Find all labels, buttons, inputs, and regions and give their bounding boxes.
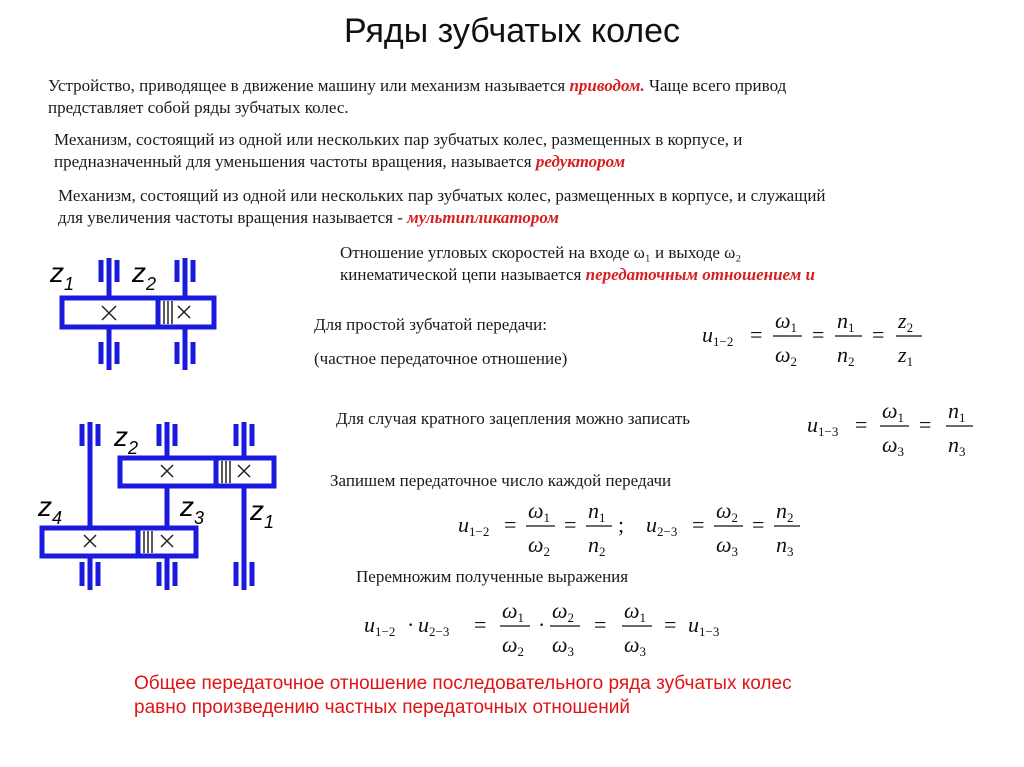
svg-text:u1−3: u1−3 bbox=[807, 412, 839, 439]
svg-text:n1: n1 bbox=[837, 308, 855, 335]
paragraph-drive-text-a: Устройство, приводящее в движение машину или механизм называется bbox=[48, 76, 570, 95]
label-z2-compound: $z_2$ bbox=[114, 421, 139, 458]
svg-text:=: = bbox=[872, 322, 885, 347]
svg-text:u1−3: u1−3 bbox=[688, 612, 720, 639]
svg-text:=: = bbox=[664, 612, 677, 637]
label-simple: Для простой зубчатой передачи: bbox=[314, 315, 547, 334]
svg-text:ω2: ω2 bbox=[528, 532, 551, 559]
label-z3: $z_3$ bbox=[180, 491, 205, 528]
svg-text:ω2: ω2 bbox=[502, 632, 525, 659]
svg-text:ω1: ω1 bbox=[775, 308, 798, 335]
svg-text:n3: n3 bbox=[948, 432, 966, 459]
formula-each bbox=[456, 492, 816, 562]
svg-text:=: = bbox=[812, 322, 825, 347]
label-z1-compound: $z_1$ bbox=[250, 495, 275, 532]
svg-text:=: = bbox=[594, 612, 607, 637]
svg-text:ω3: ω3 bbox=[552, 632, 575, 659]
conclusion bbox=[134, 672, 792, 720]
svg-text:u2−3: u2−3 bbox=[418, 612, 450, 639]
svg-text:ω3: ω3 bbox=[716, 532, 739, 559]
svg-text:=: = bbox=[564, 512, 577, 537]
svg-text:u2−3: u2−3 bbox=[646, 512, 678, 539]
svg-text:=: = bbox=[692, 512, 705, 537]
paragraph-reducer bbox=[54, 129, 742, 173]
term-drive: приводом. bbox=[569, 76, 645, 95]
paragraph-drive-text-c: представляет собой ряды зубчатых колес. bbox=[48, 98, 349, 117]
term-ratio: передаточным отношением u bbox=[585, 265, 816, 284]
paragraph-ratio-text-a: Отношение угловых скоростей на входе ω₁ и выходе ω₂ bbox=[340, 243, 742, 262]
label-z4: $z_4$ bbox=[38, 491, 63, 528]
gear-diagram-compound bbox=[30, 420, 290, 595]
svg-text:ω1: ω1 bbox=[624, 598, 647, 625]
paragraph-reducer-text-b: предназначенный для уменьшения частоты вращения, называется bbox=[54, 152, 536, 171]
svg-text:ω1: ω1 bbox=[502, 598, 525, 625]
paragraph-reducer-text-a: Механизм, состоящий из одной или нескольких пар зубчатых колес, размещенных в корпусе, и bbox=[54, 130, 743, 149]
formula-multiple bbox=[805, 392, 995, 462]
svg-text:ω1: ω1 bbox=[882, 398, 905, 425]
svg-text:z2: z2 bbox=[898, 308, 914, 335]
svg-text:n1: n1 bbox=[948, 398, 966, 425]
svg-text:;: ; bbox=[618, 512, 625, 537]
svg-text:ω3: ω3 bbox=[882, 432, 905, 459]
label-multiple: Для случая кратного зацепления можно записать bbox=[336, 409, 691, 428]
paragraph-ratio-text-b: кинематической цепи называется bbox=[340, 265, 586, 284]
svg-text:·: · bbox=[538, 612, 546, 637]
svg-text:=: = bbox=[504, 512, 517, 537]
svg-text:n3: n3 bbox=[776, 532, 794, 559]
svg-text:n1: n1 bbox=[588, 498, 606, 525]
svg-text:n2: n2 bbox=[837, 342, 855, 369]
paragraph-multiplier-text-a: Механизм, состоящий из одной или нескольких пар зубчатых колес, размещенных в корпусе, и служащий bbox=[58, 186, 826, 205]
svg-text:=: = bbox=[750, 322, 763, 347]
svg-text:n2: n2 bbox=[588, 532, 606, 559]
svg-text:u1−2: u1−2 bbox=[364, 612, 396, 639]
gear-z2 bbox=[158, 298, 214, 327]
svg-text:ω3: ω3 bbox=[624, 632, 647, 659]
svg-text:=: = bbox=[752, 512, 765, 537]
svg-text:ω1: ω1 bbox=[528, 498, 551, 525]
page-title: Ряды зубчатых колес bbox=[343, 12, 681, 50]
svg-text:z1: z1 bbox=[898, 342, 914, 369]
svg-text:u1−2: u1−2 bbox=[702, 322, 734, 349]
term-multiplier: мультипликатором bbox=[407, 208, 559, 227]
gear-diagram-compound-lines bbox=[42, 422, 274, 590]
svg-text:u1−2: u1−2 bbox=[458, 512, 490, 539]
label-multiply: Перемножим полученные выражения bbox=[356, 567, 629, 586]
svg-text:ω2: ω2 bbox=[552, 598, 575, 625]
svg-text:=: = bbox=[474, 612, 487, 637]
conclusion-line1: Общее передаточное отношение последовательного ряда зубчатых колес bbox=[134, 673, 792, 694]
formula-product bbox=[362, 592, 752, 662]
paragraph-ratio bbox=[340, 242, 815, 286]
term-reducer: редуктором bbox=[535, 152, 626, 171]
gear-diagram-simple bbox=[40, 250, 240, 380]
paragraph-multiplier bbox=[58, 185, 826, 229]
svg-text:=: = bbox=[919, 412, 932, 437]
conclusion-line2: равно произведению частных передаточных отношений bbox=[134, 697, 630, 718]
label-z2: $z_2$ bbox=[132, 257, 157, 294]
paragraph-drive-text-b: Чаще всего привод bbox=[644, 76, 787, 95]
svg-text:n2: n2 bbox=[776, 498, 794, 525]
paragraph-multiplier-text-b: для увеличения частоты вращения называется - bbox=[58, 208, 408, 227]
svg-text:·: · bbox=[407, 612, 415, 637]
svg-text:ω2: ω2 bbox=[716, 498, 739, 525]
svg-text:ω2: ω2 bbox=[775, 342, 798, 369]
label-partial: (частное передаточное отношение) bbox=[314, 349, 568, 368]
paragraph-drive bbox=[48, 75, 786, 119]
label-each: Запишем передаточное число каждой передачи bbox=[330, 471, 672, 490]
formula-simple bbox=[700, 300, 940, 370]
label-z1: $z_1$ bbox=[50, 257, 75, 294]
svg-text:=: = bbox=[855, 412, 868, 437]
